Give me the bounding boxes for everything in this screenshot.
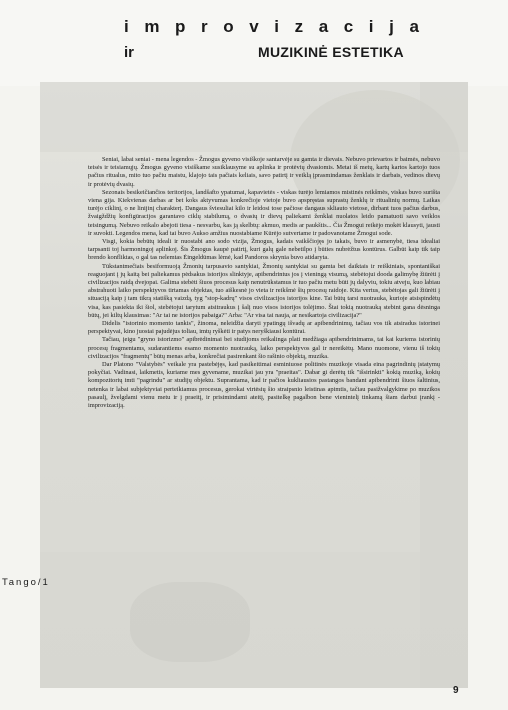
paragraph: Seniai, labai seniai - mena legendos - Žmogus gyveno visiškoje santarvėje su gamta ir dievais. Nebuvo prievartos ir baimės, nebuvo teisės ir teisiamųjų. Žmogus gyveno visiškame susiklausyme su aplinka ir protėvių dvasiomis. Metai iš metų, kartų kartos kartojo tuos pačius ritualus, mito tuo pačiu maistu, klajojo tais pačiais keliais, savo patirtį ir veiklą įprasmindamas ženklais ir darbais, vedinos dievų ir protėvių dvasių. <box>88 156 440 188</box>
side-label: Tango/1 <box>2 577 50 588</box>
paragraph: Didelis "istorinio momento tankis", žinoma, neleidžia daryti ypatingų išvadų ar apibendrinimų, tačiau vos tik atsiradus istorinei perspektyvai, kino juostai pajudėjus toliau, imtų ryškėti ir patys neryškiausi kontūrai. <box>88 320 440 336</box>
title-improvizacija: improvizacija <box>124 17 435 36</box>
title-ir: ir <box>124 44 135 61</box>
article-body <box>88 156 440 410</box>
paragraph: Visgi, kokia bebūtų ideali ir nuostabi ano sodo vizija, Žmogus, kadais vaikščiojęs jo takais, buvo ir asmenybė, tiesa idealiai tarpsanti toj harmoningoj aplinkoj. Šis Žmogus kaupė patirtį, kuri galų gale nebetilpo į būties nubrėžtus kontūrus. Galbūt kaip tik taip brendo konfliktas, o gal tas nelemtas Ėingeldūmas lėmė, kad Pandoros skrynia buvo atidaryta. <box>88 238 440 262</box>
paragraph: Dar Platono "Valstybės" veikale yra pastebėjęs, kad pasikeitimai esminiuose politinės muzikoje visada eina pagrindinių įstatymų pokyčiai. Vadinasi, laikmetis, kuriame mes gyvename, muzikai jau yra "praeitas". Dabar gi derėtų tik "išsirinkti" kokią muziką, kokių kompozitorių imti "pagrindu" ar studijų objektu. Suprantama, kad ir pačios kukliausios pastangos bandant apibendrinti šiuos šaltinius, netenka ir labai subjektyviai perteikiamus procesus, gerokai virtėsių šio straipsnio leistinas apimtis, tačiau pasižvalgykime po muzikos pasaulį, žvelgdami vienu metu ir į praeitį, ir prisimindami ateitį, pasitelkę pagalbon bene vienintelį tinkamą šiam darbui įrankį - improvizaciją. <box>88 361 440 410</box>
paragraph: Tūkstantmečiais besiformuoją Žmonių tarpusavio santykiai, Žmonių santykiai su gamta bei daiktais ir reiškiniais, spontaniškai reaguojant į jų kaitą bei paliekamus pėdsakus istorijos slinktyje, apibendrintus jos į vieningą visumą, stebėtojui dooda galimybę žiūrėti į civilizacijos raidą dvejopai. Galima stebėti šiuos procesus kaip nenutrūkstamus ir tuo pačiu metu būti jų dalyviu, tokiu atveju, kuo labiau abstrahuoti laiko perspektyvos tirtamas objektas, tuo aiškesnė jo vieta ir reikšmė šių procesų raidoje. Kita vertus, stebėtojas gali žiūrėti į situaciją kaip į tam tikrą statišką vaizdą, tyg "stop-kadrų" visos civilizacijos istorijos kine. Tai būtų tarsi nuotrauka, kurioje atsispindėtų visa, kas pasiekta iki šiol, stebėtojui tarytum atsitraukus į šalį nuo visos istorijos tolėjimo. Štai tokią nuotrauką stebint gana dėsninga būtų, jei kiltų klausimas: "Ar tai ne istorijos pabaiga?" Arba: "Ar visa tai nauja, ar nesikartoja civilizacija?" <box>88 262 440 319</box>
title-muzikine-estetika: MUZIKINĖ ESTETIKA <box>258 44 404 60</box>
page-number: 9 <box>453 685 459 696</box>
paragraph: Sezonais besikeičiančios teritorijos, landšafto ypatumai, kapavietės - viskas turėjo lemiamos mistinės reikšmės, viskas buvo surišta viena gija. Kiekvienas darbas ar bet koks aktyvumas konkrečioje vietoje buvo apspręstas suprastų ženklų ir ritualinių normų. Laikas turėjo ciklinį, o ne linijinį charakterį. Dangaus šviesuliai kilo ir leidosi tose pačiose dangaus skliauto vietose, dirbant tuos pačius darbus, žvaigždžių konfigūracijos garantavo ciklų stabilumą, o dvasių ir dievų paliekami ženklai nuolatos leido pamatuoti savo veiklos teisingumą. Nebuvo reikalo abejoti tiesa - nesvarbu, kas ją skelbtų: akmuo, medis ar paukštis... Čia Žmogui reikėjo mokėt klausyti, jausti ir suvokti. Legendos mena, kad tai buvo Aukso amžius nuostabiame Kūrėjo sutvertame ir padovanotame Žmogui sode. <box>88 188 440 237</box>
header <box>0 0 508 86</box>
paragraph: Tačiau, įeigu "gryno istorizmo" apibrėdinimai bei studijoms reikalinga plati medžiaga apibendrinimams, tai kai kuriems istorinių procesų fragmentams, sudarantiems esamo momento nuotrauką, laiko perspektyvos gal ir nereikėtų. Mano nuomone, vienu iš tokių civilizacijos "fragmentų" būtų menas arba, konkrečiai pasirenkant šio rašinio objektą, muzika. <box>88 336 440 360</box>
